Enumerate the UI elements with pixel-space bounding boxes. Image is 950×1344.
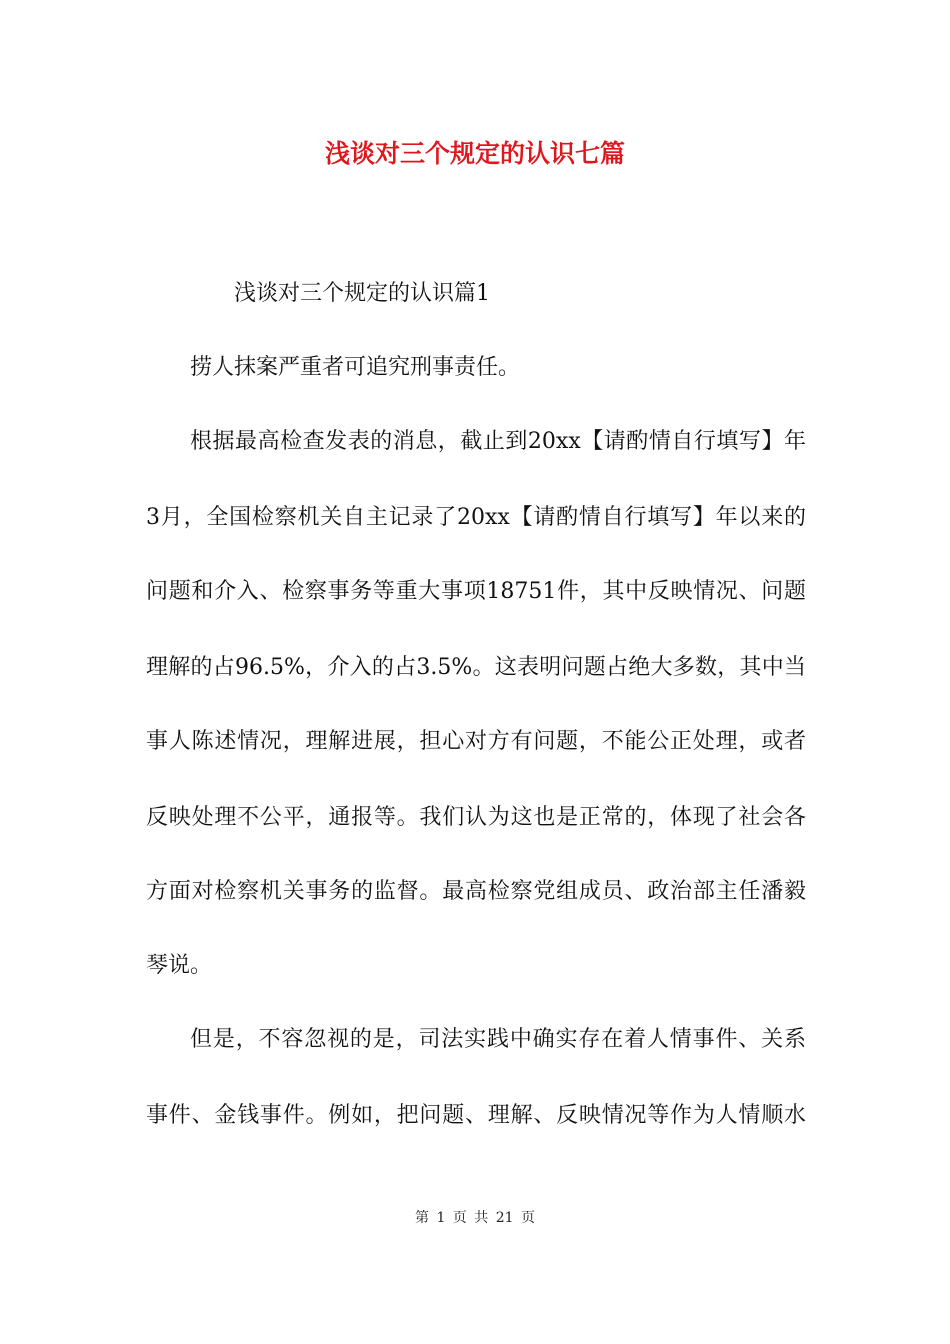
paragraph-line: 问题和介入、检察事务等重大事项18751件，其中反映情况、问题 (146, 579, 806, 604)
paragraph-line: 事人陈述情况，理解进展，担心对方有问题，不能公正处理，或者 (146, 729, 806, 754)
paragraph-line: 琴说。 (146, 953, 213, 978)
paragraph-line: 反映处理不公平，通报等。我们认为这也是正常的，体现了社会各 (146, 805, 806, 830)
paragraph-line: 方面对检察机关事务的监督。最高检察党组成员、政治部主任潘毅 (146, 879, 806, 904)
paragraph-line: 理解的占96.5%，介入的占3.5%。这表明问题占绝大多数，其中当 (146, 655, 806, 680)
paragraph-line: 3月，全国检察机关自主记录了20xx【请酌情自行填写】年以来的 (146, 505, 806, 530)
paragraph-line: 事件、金钱事件。例如，把问题、理解、反映情况等作为人情顺水 (146, 1103, 806, 1128)
paragraph-line: 但是，不容忽视的是，司法实践中确实存在着人情事件、关系 (190, 1027, 806, 1052)
section-heading: 浅谈对三个规定的认识篇1 (234, 281, 490, 306)
document-title: 浅谈对三个规定的认识七篇 (324, 139, 625, 168)
page-number-footer: 第 1 页 共 21 页 (415, 1210, 535, 1226)
paragraph-line: 根据最高检查发表的消息，截止到20xx【请酌情自行填写】年 (190, 429, 806, 454)
paragraph-line: 捞人抹案严重者可追究刑事责任。 (190, 355, 521, 380)
